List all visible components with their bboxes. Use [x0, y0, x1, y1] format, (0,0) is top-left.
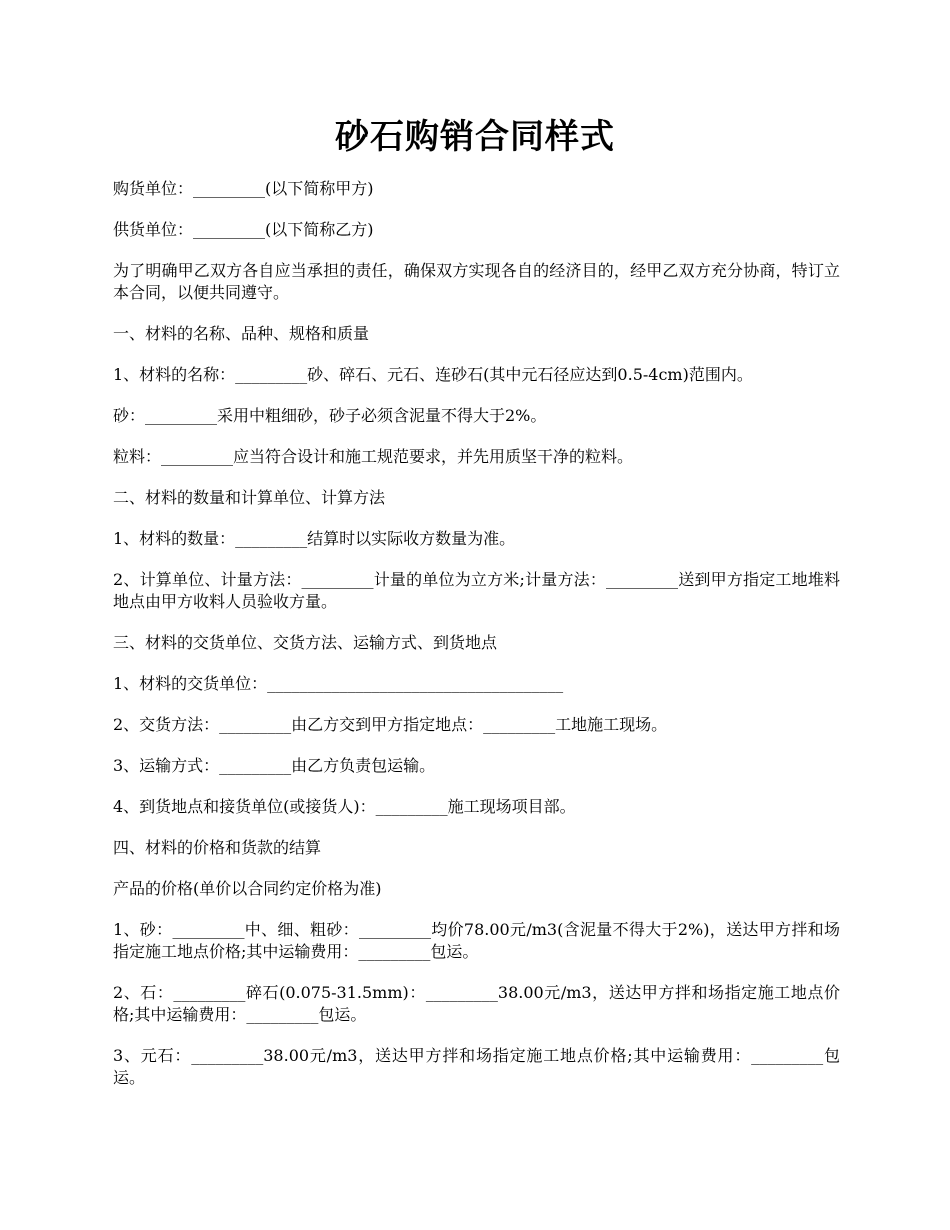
preamble-paragraph: 为了明确甲乙双方各自应当承担的责任，确保双方实现各自的经济目的，经甲乙双方充分协商，特订立本合同，以便共同遵守。: [113, 261, 840, 302]
clause-paragraph: 2、交货方法：_________由乙方交到甲方指定地点：_________工地施工现场。: [113, 715, 668, 734]
clause-paragraph: 4、到货地点和接货单位(或接货人)：_________施工现场项目部。: [113, 797, 576, 816]
section-heading-3: 三、材料的交货单位、交货方法、运输方式、到货地点: [113, 633, 498, 652]
section-heading-2: 二、材料的数量和计算单位、计算方法: [113, 488, 386, 507]
clause-paragraph: 1、材料的数量：_________结算时以实际收方数量为准。: [113, 529, 516, 548]
clause-paragraph: 1、材料的名称：_________砂、碎石、元石、连砂石(其中元石径应达到0.5-4cm)范围内。: [113, 365, 753, 384]
section-heading-4: 四、材料的价格和货款的结算: [113, 838, 322, 857]
clause-paragraph: 3、运输方式：_________由乙方负责包运输。: [113, 756, 436, 775]
supplier-line: 供货单位：_________(以下简称乙方): [113, 220, 374, 239]
document-title: 砂石购销合同样式: [335, 117, 615, 157]
clause-paragraph: 1、材料的交货单位：_____________________________________: [113, 674, 564, 693]
buyer-line: 购货单位：_________(以下简称甲方): [113, 179, 374, 198]
clause-paragraph: 3、元石：_________38.00元/m3，送达甲方拌和场指定施工地点价格;其中运输费用：_________包运。: [113, 1046, 840, 1087]
section-heading-1: 一、材料的名称、品种、规格和质量: [113, 324, 370, 343]
clause-paragraph: 2、计算单位、计量方法：_________计量的单位为立方米;计量方法：_________送到甲方指定工地堆料地点由甲方收料人员验收方量。: [113, 570, 840, 611]
clause-paragraph: 粒料：_________应当符合设计和施工规范要求，并先用质坚干净的粒料。: [113, 447, 634, 466]
clause-paragraph: 砂：_________采用中粗细砂，砂子必须含泥量不得大于2%。: [113, 406, 547, 425]
document-body: [113, 178, 840, 1108]
clause-paragraph: 2、石：_________碎石(0.075-31.5mm)：_________38.00元/m3，送达甲方拌和场指定施工地点价格;其中运输费用：_________包运。: [113, 983, 840, 1024]
clause-paragraph: 产品的价格(单价以合同约定价格为准): [113, 879, 382, 898]
clause-paragraph: 1、砂：_________中、细、粗砂：_________均价78.00元/m3(含泥量不得大于2%)，送达甲方拌和场指定施工地点价格;其中运输费用：_________包运。: [113, 920, 840, 961]
